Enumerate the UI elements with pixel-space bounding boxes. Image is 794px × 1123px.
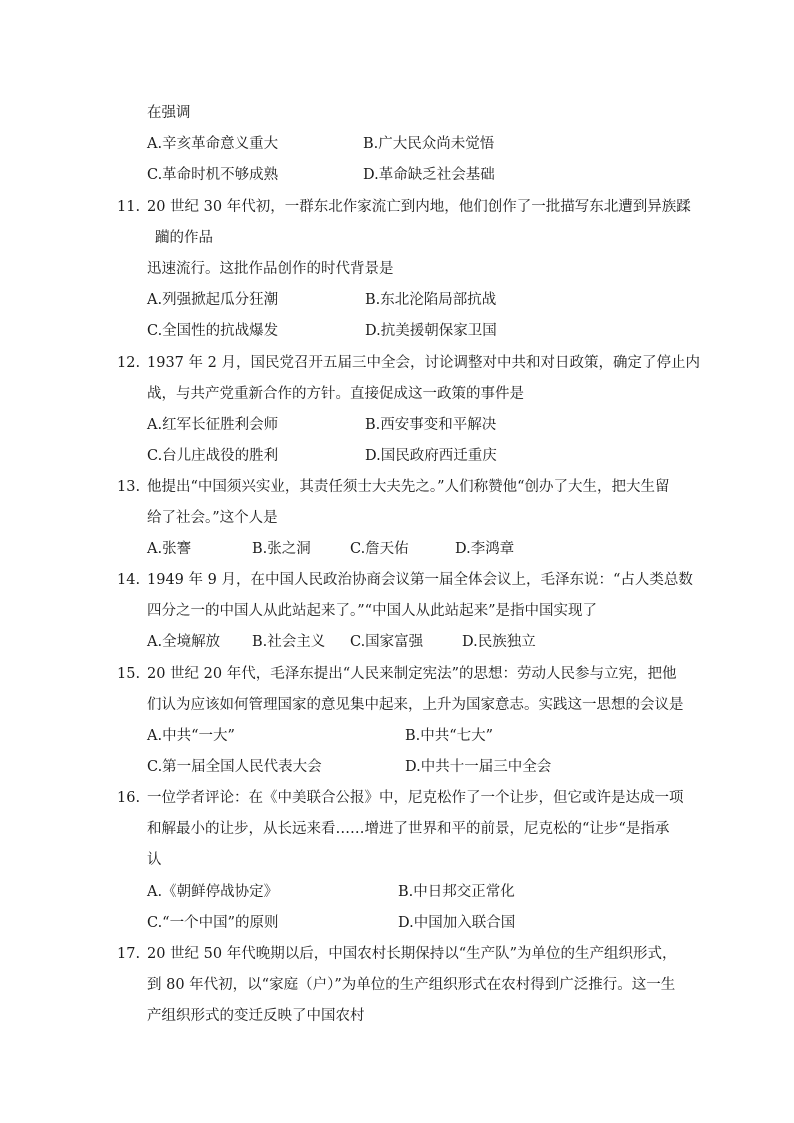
q15-stem-line2: 们认为应该如何管理国家的意见集中起来，上升为国家意志。实践这一思想的会议是 [147, 697, 684, 713]
q12-option-a[interactable]: A.红军长征胜利会师 [147, 417, 279, 433]
q13-option-d[interactable]: D.李鸿章 [455, 541, 515, 557]
q17-stem-line2: 到 80 年代初，以“家庭（户）”为单位的生产组织形式在农村得到广泛推行。这一生 [147, 977, 676, 993]
q16-option-d[interactable]: D.中国加入联合国 [398, 915, 516, 931]
q15-stem-line1: 20 世纪 20 年代，毛泽东提出“人民来制定宪法”的思想：劳动人民参与立宪，把他 [147, 666, 677, 682]
q16-stem-line2: 和解最小的让步，从长远来看……增进了世界和平的前景，尼克松的“让步“是指承 [147, 821, 670, 837]
q16-option-c[interactable]: C.“一个中国”的原则 [147, 915, 279, 931]
q15-option-a[interactable]: A.中共“一大” [147, 728, 235, 744]
q13-option-c[interactable]: C.詹天佑 [350, 541, 409, 557]
q14-stem-line1: 1949 年 9 月，在中国人民政治协商会议第一届全体会议上，毛泽东说：“占人类总数 [147, 572, 693, 588]
q12-stem-line1: 1937 年 2 月，国民党召开五届三中全会，讨论调整对中共和对日政策，确定了停止内 [147, 355, 700, 371]
q14-option-d[interactable]: D.民族独立 [462, 634, 536, 650]
q13-option-b[interactable]: B.张之洞 [252, 541, 311, 557]
q10-stem-tail: 在强调 [147, 105, 191, 121]
q10-option-b[interactable]: B.广大民众尚未觉悟 [363, 136, 495, 152]
q11-stem-line2: 躏的作品 [155, 230, 213, 246]
q12-option-d[interactable]: D.国民政府西迁重庆 [365, 448, 497, 464]
q16-option-a[interactable]: A.《朝鲜停战协定》 [147, 884, 279, 900]
q16-stem-line1: 一位学者评论：在《中美联合公报》中，尼克松作了一个让步，但它或许是达成一项 [147, 790, 684, 806]
q11-option-c[interactable]: C.全国性的抗战爆发 [147, 323, 279, 339]
q13-stem-line2: 给了社会。”这个人是 [147, 510, 278, 526]
q17-number: 17. [117, 946, 141, 962]
q11-option-a[interactable]: A.列强掀起瓜分狂潮 [147, 292, 279, 308]
q12-option-b[interactable]: B.西安事变和平解决 [365, 417, 497, 433]
q13-stem-line1: 他提出“中国须兴实业，其责任须士大夫先之。”人们称赞他“创办了大生，把大生留 [147, 479, 670, 495]
q10-option-d[interactable]: D.革命缺乏社会基础 [363, 167, 495, 183]
q14-option-a[interactable]: A.全境解放 [147, 634, 221, 650]
q11-option-b[interactable]: B.东北沦陷局部抗战 [365, 292, 497, 308]
q12-stem-line2: 战，与共产党重新合作的方针。直接促成这一政策的事件是 [147, 386, 524, 402]
q14-option-c[interactable]: C.国家富强 [350, 634, 424, 650]
q15-option-d[interactable]: D.中共十一届三中全会 [405, 759, 552, 775]
q17-stem-line1: 20 世纪 50 年代晚期以后，中国农村长期保持以“生产队”为单位的生产组织形式， [147, 946, 677, 962]
q10-option-a[interactable]: A.辛亥革命意义重大 [147, 136, 279, 152]
q13-option-a[interactable]: A.张謇 [147, 541, 192, 557]
q12-option-c[interactable]: C.台儿庄战役的胜利 [147, 448, 279, 464]
q11-stem-line1: 20 世纪 30 年代初，一群东北作家流亡到内地，他们创作了一批描写东北遭到异族蹂 [147, 199, 691, 215]
q15-number: 15. [117, 666, 141, 682]
q14-option-b[interactable]: B.社会主义 [252, 634, 326, 650]
q10-option-c[interactable]: C.革命时机不够成熟 [147, 167, 279, 183]
q17-stem-line3: 产组织形式的变迁反映了中国农村 [147, 1008, 365, 1024]
q13-number: 13. [117, 479, 141, 495]
q16-stem-line3: 认 [147, 852, 162, 868]
q16-number: 16. [117, 790, 141, 806]
q12-number: 12. [117, 355, 141, 371]
q11-number: 11. [117, 199, 141, 215]
q11-stem-line3: 迅速流行。这批作品创作的时代背景是 [147, 261, 394, 277]
q16-option-b[interactable]: B.中日邦交正常化 [398, 884, 515, 900]
q11-option-d[interactable]: D.抗美援朝保家卫国 [365, 323, 497, 339]
q15-option-c[interactable]: C.第一届全国人民代表大会 [147, 759, 322, 775]
q14-stem-line2: 四分之一的中国人从此站起来了。”“中国人从此站起来”是指中国实现了 [147, 603, 597, 619]
q14-number: 14. [117, 572, 141, 588]
q15-option-b[interactable]: B.中共“七大” [405, 728, 494, 744]
